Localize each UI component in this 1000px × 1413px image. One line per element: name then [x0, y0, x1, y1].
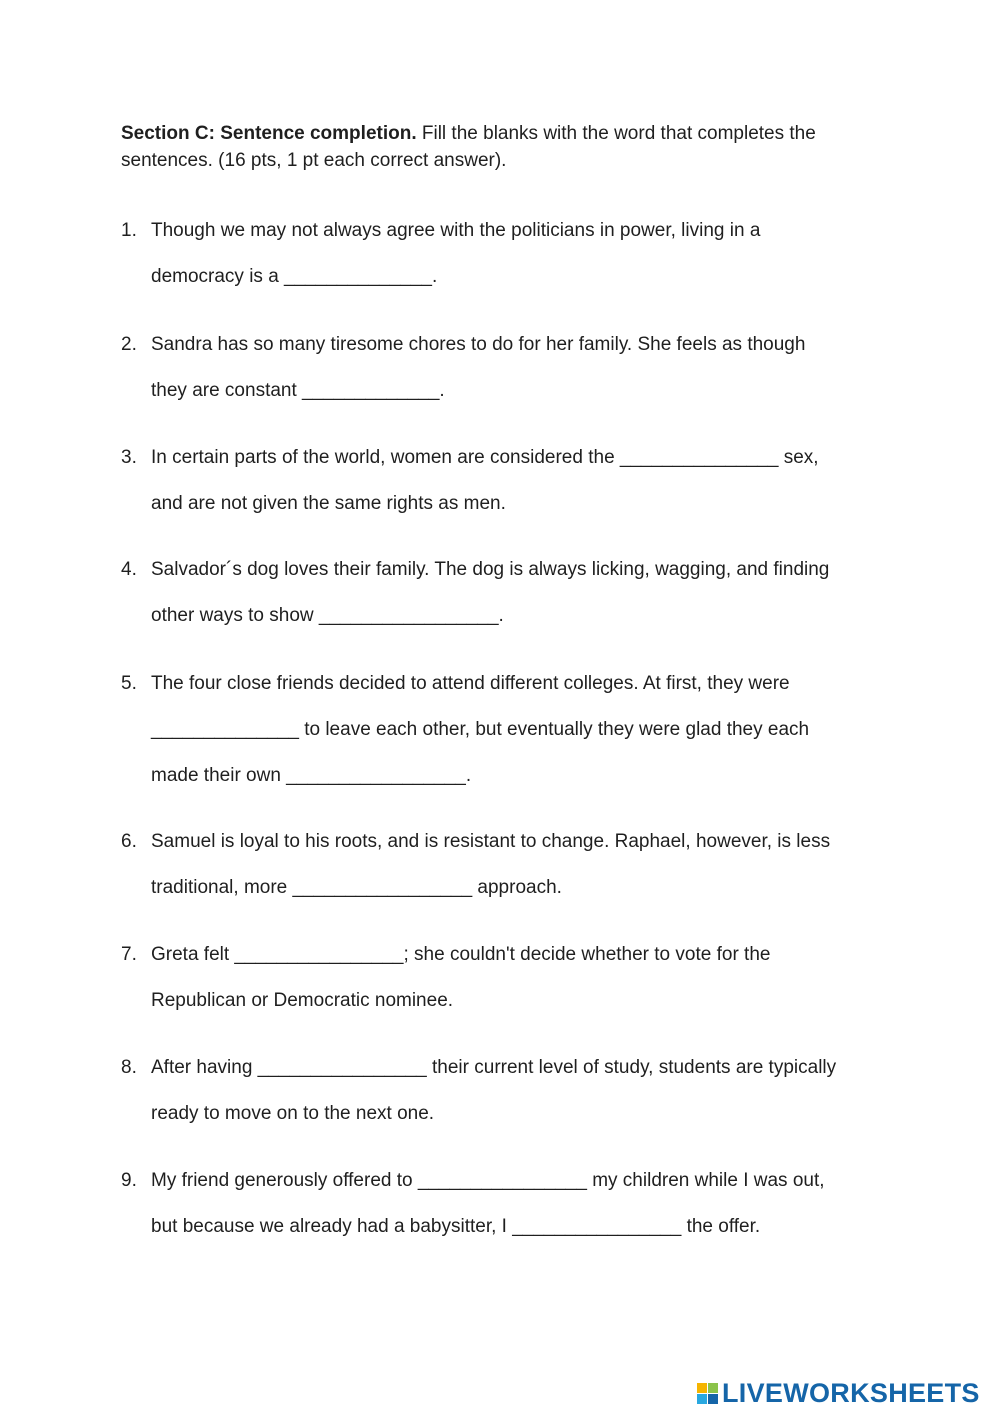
question-number: 5. [121, 673, 137, 694]
question-number: 2. [121, 334, 137, 355]
liveworksheets-logo [697, 1378, 980, 1408]
question-text-line: After having ________________ their current level of study, students are typically [151, 1057, 837, 1078]
question-number: 3. [121, 447, 137, 468]
question-text-line: and are not given the same rights as men. [151, 493, 506, 514]
question-number: 8. [121, 1057, 137, 1078]
logo-text: LIVEWORKSHEETS [722, 1377, 980, 1408]
section-instructions [121, 120, 881, 174]
question-text-line: other ways to show _________________. [151, 605, 504, 626]
section-instructions-text: Fill the blanks with the word that completes the sentences. (16 pts, 1 pt each correct answer). [121, 123, 816, 171]
question-text-line: ______________ to leave each other, but eventually they were glad they each [151, 719, 810, 740]
question-text-line: In certain parts of the world, women are considered the _______________ sex, [151, 447, 819, 468]
question-number: 4. [121, 559, 137, 580]
question-text-line: Sandra has so many tiresome chores to do for her family. She feels as though [151, 334, 806, 355]
question-number: 6. [121, 831, 137, 852]
logo-square [697, 1383, 707, 1393]
question-text-line: but because we already had a babysitter, I ________________ the offer. [151, 1216, 761, 1237]
question-text-line: they are constant _____________. [151, 380, 445, 401]
question-text-line: Greta felt ________________; she couldn't decide whether to vote for the [151, 944, 771, 965]
question-text-line: traditional, more _________________ approach. [151, 877, 562, 898]
question-text-line: ready to move on to the next one. [151, 1103, 435, 1124]
question-text-line: My friend generously offered to ________________ my children while I was out, [151, 1170, 825, 1191]
question-text-line: democracy is a ______________. [151, 266, 438, 287]
liveworksheets-logo-icon [697, 1383, 718, 1404]
logo-square [708, 1394, 718, 1404]
question-text-line: made their own _________________. [151, 765, 472, 786]
question-text-line: Republican or Democratic nominee. [151, 990, 454, 1011]
section-title: Section C: Sentence completion. [121, 123, 417, 144]
question-text-line: Though we may not always agree with the politicians in power, living in a [151, 220, 761, 241]
question-number: 9. [121, 1170, 137, 1191]
question-number: 7. [121, 944, 137, 965]
question-text-line: Salvador´s dog loves their family. The dog is always licking, wagging, and finding [151, 559, 830, 580]
question-number: 1. [121, 220, 137, 241]
logo-square [708, 1383, 718, 1393]
logo-square [697, 1394, 707, 1404]
question-text-line: The four close friends decided to attend different colleges. At first, they were [151, 673, 790, 694]
question-text-line: Samuel is loyal to his roots, and is resistant to change. Raphael, however, is less [151, 831, 831, 852]
